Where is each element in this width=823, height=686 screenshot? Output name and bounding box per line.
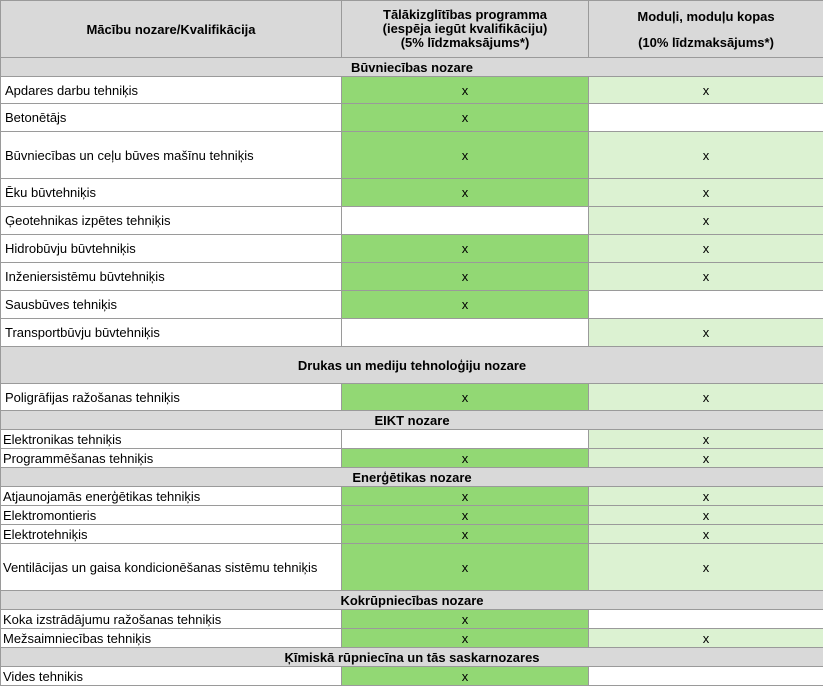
row-modules-mark: x: [589, 207, 823, 235]
section-title-kokrupniecibas: Kokrūpniecības nozare: [1, 591, 823, 610]
row-program-mark: [342, 319, 589, 347]
row-name: Ēku būvtehniķis: [1, 179, 342, 207]
row-name: Hidrobūvju būvtehniķis: [1, 235, 342, 263]
table-row: [1, 487, 823, 506]
table-row: [1, 525, 823, 544]
row-name: Programmēšanas tehniķis: [1, 449, 342, 468]
header-program-line1: Tālākizglītības programma: [342, 8, 588, 22]
table-row: [1, 384, 823, 411]
row-program-mark: x: [342, 179, 589, 207]
section-row: [1, 591, 823, 610]
section-row: [1, 58, 823, 77]
row-name: Betonētājs: [1, 104, 342, 132]
row-name: Mežsaimniecības tehniķis: [1, 629, 342, 648]
table-row: [1, 544, 823, 591]
row-modules-mark: x: [589, 449, 823, 468]
row-modules-mark: x: [589, 384, 823, 411]
row-program-mark: x: [342, 77, 589, 104]
row-name: Elektrotehniķis: [1, 525, 342, 544]
row-modules-mark: x: [589, 430, 823, 449]
header-modules-line1: Moduļi, moduļu kopas: [589, 9, 823, 24]
header-qualification: Mācību nozare/Kvalifikācija: [1, 1, 342, 58]
row-modules-mark: x: [589, 629, 823, 648]
table-row: [1, 506, 823, 525]
row-name: Elektromontieris: [1, 506, 342, 525]
table-row: [1, 207, 823, 235]
row-name: Apdares darbu tehniķis: [1, 77, 342, 104]
table-row: [1, 667, 823, 686]
row-name: Sausbūves tehniķis: [1, 291, 342, 319]
table-row: [1, 104, 823, 132]
header-program-line3: (5% līdzmaksājums*): [342, 36, 588, 50]
row-program-mark: x: [342, 384, 589, 411]
row-program-mark: [342, 207, 589, 235]
header-modules: [589, 1, 823, 58]
row-modules-mark: [589, 291, 823, 319]
header-modules-line2: (10% līdzmaksājums*): [589, 35, 823, 50]
table-row: [1, 263, 823, 291]
row-modules-mark: x: [589, 487, 823, 506]
row-modules-mark: x: [589, 319, 823, 347]
table-row: [1, 179, 823, 207]
table-row: [1, 449, 823, 468]
section-title-energetikas: Enerģētikas nozare: [1, 468, 823, 487]
row-modules-mark: x: [589, 506, 823, 525]
row-program-mark: x: [342, 132, 589, 179]
table-row: [1, 430, 823, 449]
row-modules-mark: x: [589, 263, 823, 291]
row-modules-mark: x: [589, 525, 823, 544]
table-row: [1, 132, 823, 179]
row-name: Ventilācijas un gaisa kondicionēšanas sistēmu tehniķis: [1, 544, 342, 591]
row-modules-mark: x: [589, 235, 823, 263]
row-name: Transportbūvju būvtehniķis: [1, 319, 342, 347]
row-program-mark: x: [342, 291, 589, 319]
section-row: [1, 648, 823, 667]
row-program-mark: x: [342, 506, 589, 525]
table-row: [1, 629, 823, 648]
section-row: [1, 347, 823, 384]
row-modules-mark: [589, 667, 823, 686]
row-name: Elektronikas tehniķis: [1, 430, 342, 449]
row-name: Būvniecības un ceļu būves mašīnu tehniķis: [1, 132, 342, 179]
table-row: [1, 291, 823, 319]
row-program-mark: x: [342, 449, 589, 468]
section-title-drukas: Drukas un mediju tehnoloģiju nozare: [1, 347, 823, 384]
table-row: [1, 77, 823, 104]
row-name: Atjaunojamās enerģētikas tehniķis: [1, 487, 342, 506]
header-program: [342, 1, 589, 58]
row-program-mark: x: [342, 525, 589, 544]
row-name: Vides tehnikis: [1, 667, 342, 686]
table-header: [1, 1, 823, 58]
row-program-mark: x: [342, 263, 589, 291]
row-program-mark: x: [342, 667, 589, 686]
row-modules-mark: x: [589, 544, 823, 591]
row-name: Inženiersistēmu būvtehniķis: [1, 263, 342, 291]
row-name: Poligrāfijas ražošanas tehniķis: [1, 384, 342, 411]
row-program-mark: [342, 430, 589, 449]
row-modules-mark: x: [589, 77, 823, 104]
row-modules-mark: [589, 610, 823, 629]
section-title-kimiska: Ķīmiskā rūpniecīna un tās saskarnozares: [1, 648, 823, 667]
row-program-mark: x: [342, 104, 589, 132]
section-title-eikt: EIKT nozare: [1, 411, 823, 430]
table-row: [1, 610, 823, 629]
row-program-mark: x: [342, 487, 589, 506]
row-modules-mark: x: [589, 132, 823, 179]
section-row: [1, 468, 823, 487]
row-program-mark: x: [342, 235, 589, 263]
row-modules-mark: [589, 104, 823, 132]
header-program-line2: (iespēja iegūt kvalifikāciju): [342, 22, 588, 36]
row-program-mark: x: [342, 629, 589, 648]
section-row: [1, 411, 823, 430]
table-row: [1, 235, 823, 263]
row-name: Ģeotehnikas izpētes tehniķis: [1, 207, 342, 235]
table-row: [1, 319, 823, 347]
row-program-mark: x: [342, 610, 589, 629]
row-program-mark: x: [342, 544, 589, 591]
row-name: Koka izstrādājumu ražošanas tehniķis: [1, 610, 342, 629]
row-modules-mark: x: [589, 179, 823, 207]
section-title-buvniecibas: Būvniecības nozare: [1, 58, 823, 77]
